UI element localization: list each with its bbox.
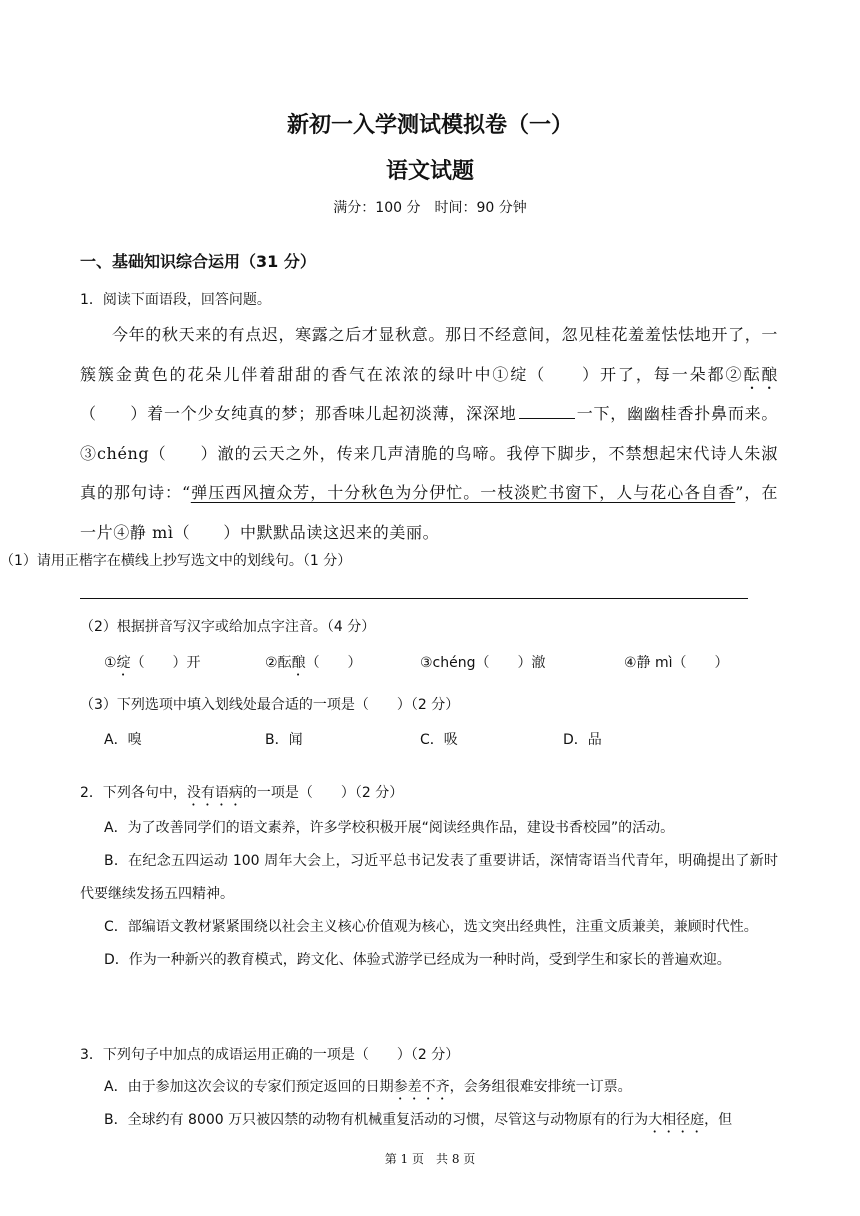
q3-option-b[interactable]: B．全球约有 8000 万只被囚禁的动物有机械重复活动的习惯，尽管这与动物原有的行为大相径庭，但 — [104, 1112, 733, 1128]
sub2-item: ①绽（ ）开 — [104, 655, 201, 671]
sub2-item: ③chéng（ ）澈 — [420, 655, 546, 671]
q3-options — [80, 1071, 778, 1137]
q2-option-a[interactable]: A．为了改善同学们的语文素养，许多学校积极开展“阅读经典作品，建设书香校园”的活动。 — [104, 820, 675, 836]
q1-sub1: （1）请用正楷字在横线上抄写选文中的划线句。（1 分） — [0, 553, 352, 569]
section-heading: 一、基础知识综合运用（31 分） — [80, 252, 316, 271]
fill-blank[interactable] — [519, 404, 575, 419]
q2-option-c[interactable]: C．部编语文教材紧紧围绕以社会主义核心价值观为核心，选文突出经典性，注重文质兼美，兼顾时代性。 — [104, 919, 758, 935]
q1-sub2: （2）根据拼音写汉字或给加点字注音。（4 分） — [80, 619, 376, 635]
exam-title: 新初一入学测试模拟卷（一） — [286, 113, 573, 138]
q1-passage: 今年的秋天来的有点迟，寒露之后才显秋意。那日不经意间，忽见桂花羞羞怯怯地开了，一簇簇金黄色的花朵儿伴着甜甜的香气在浓浓的绿叶中①绽（ ）开了，每一朵都②酝酿（ ）着一个少女纯真的梦；那香味儿起初淡薄，深深地 一下，幽幽桂香扑鼻而来。③chéng（ ）澈的云天之外，传来几声清脆的鸟啼。我停下脚步，不禁想起宋代诗人朱淑真的那句诗：“弹压西风擅众芳，十分秋色为分伊忙。一枝淡贮书窗下，人与花心各自香”，在一片④静 mì（ ）中默默品读这迟来的美丽。 — [80, 325, 779, 542]
q3-prompt: 3．下列句子中加点的成语运用正确的一项是（ ）（2 分） — [80, 1047, 460, 1063]
q3-option-a[interactable]: A．由于参加这次会议的专家们预定返回的日期参差不齐，会务组很难安排统一订票。 — [104, 1079, 632, 1095]
exam-subtitle: 语文试题 — [385, 159, 474, 184]
sub2-item: ②酝酿（ ） — [265, 655, 362, 671]
q2-prompt: 2．下列各句中，没有语病的一项是（ ）（2 分） — [80, 785, 404, 801]
sub2-item: ④静 mì（ ） — [624, 655, 729, 671]
underlined-sentence: 弹压西风擅众芳，十分秋色为分伊忙。一枝淡贮书窗下，人与花心各自香 — [190, 483, 736, 503]
answer-line[interactable] — [80, 598, 748, 599]
page-footer: 第 1 页 共 8 页 — [384, 1152, 476, 1166]
option-b[interactable]: B．闻 — [265, 732, 303, 748]
option-a[interactable]: A．嗅 — [104, 732, 142, 748]
option-c[interactable]: C．吸 — [420, 732, 458, 748]
q2-option-b[interactable]: B．在纪念五四运动 100 周年大会上，习近平总书记发表了重要讲话，深情寄语当代青年，明确提出了新时代要继续发扬五四精神。 — [80, 853, 778, 902]
q1-prompt: 1．阅读下面语段，回答问题。 — [80, 292, 271, 308]
option-d[interactable]: D．品 — [563, 732, 602, 748]
q2-option-d[interactable]: D．作为一种新兴的教育模式，跨文化、体验式游学已经成为一种时尚，受到学生和家长的普遍欢迎。 — [104, 952, 731, 968]
dotted-char: 酿 — [761, 364, 778, 384]
dotted-char: 酝 — [743, 364, 762, 384]
q2-options — [80, 812, 778, 977]
q1-sub3: （3）下列选项中填入划线处最合适的一项是（ ）（2 分） — [80, 697, 460, 713]
exam-meta: 满分：100 分 时间：90 分钟 — [333, 200, 527, 216]
